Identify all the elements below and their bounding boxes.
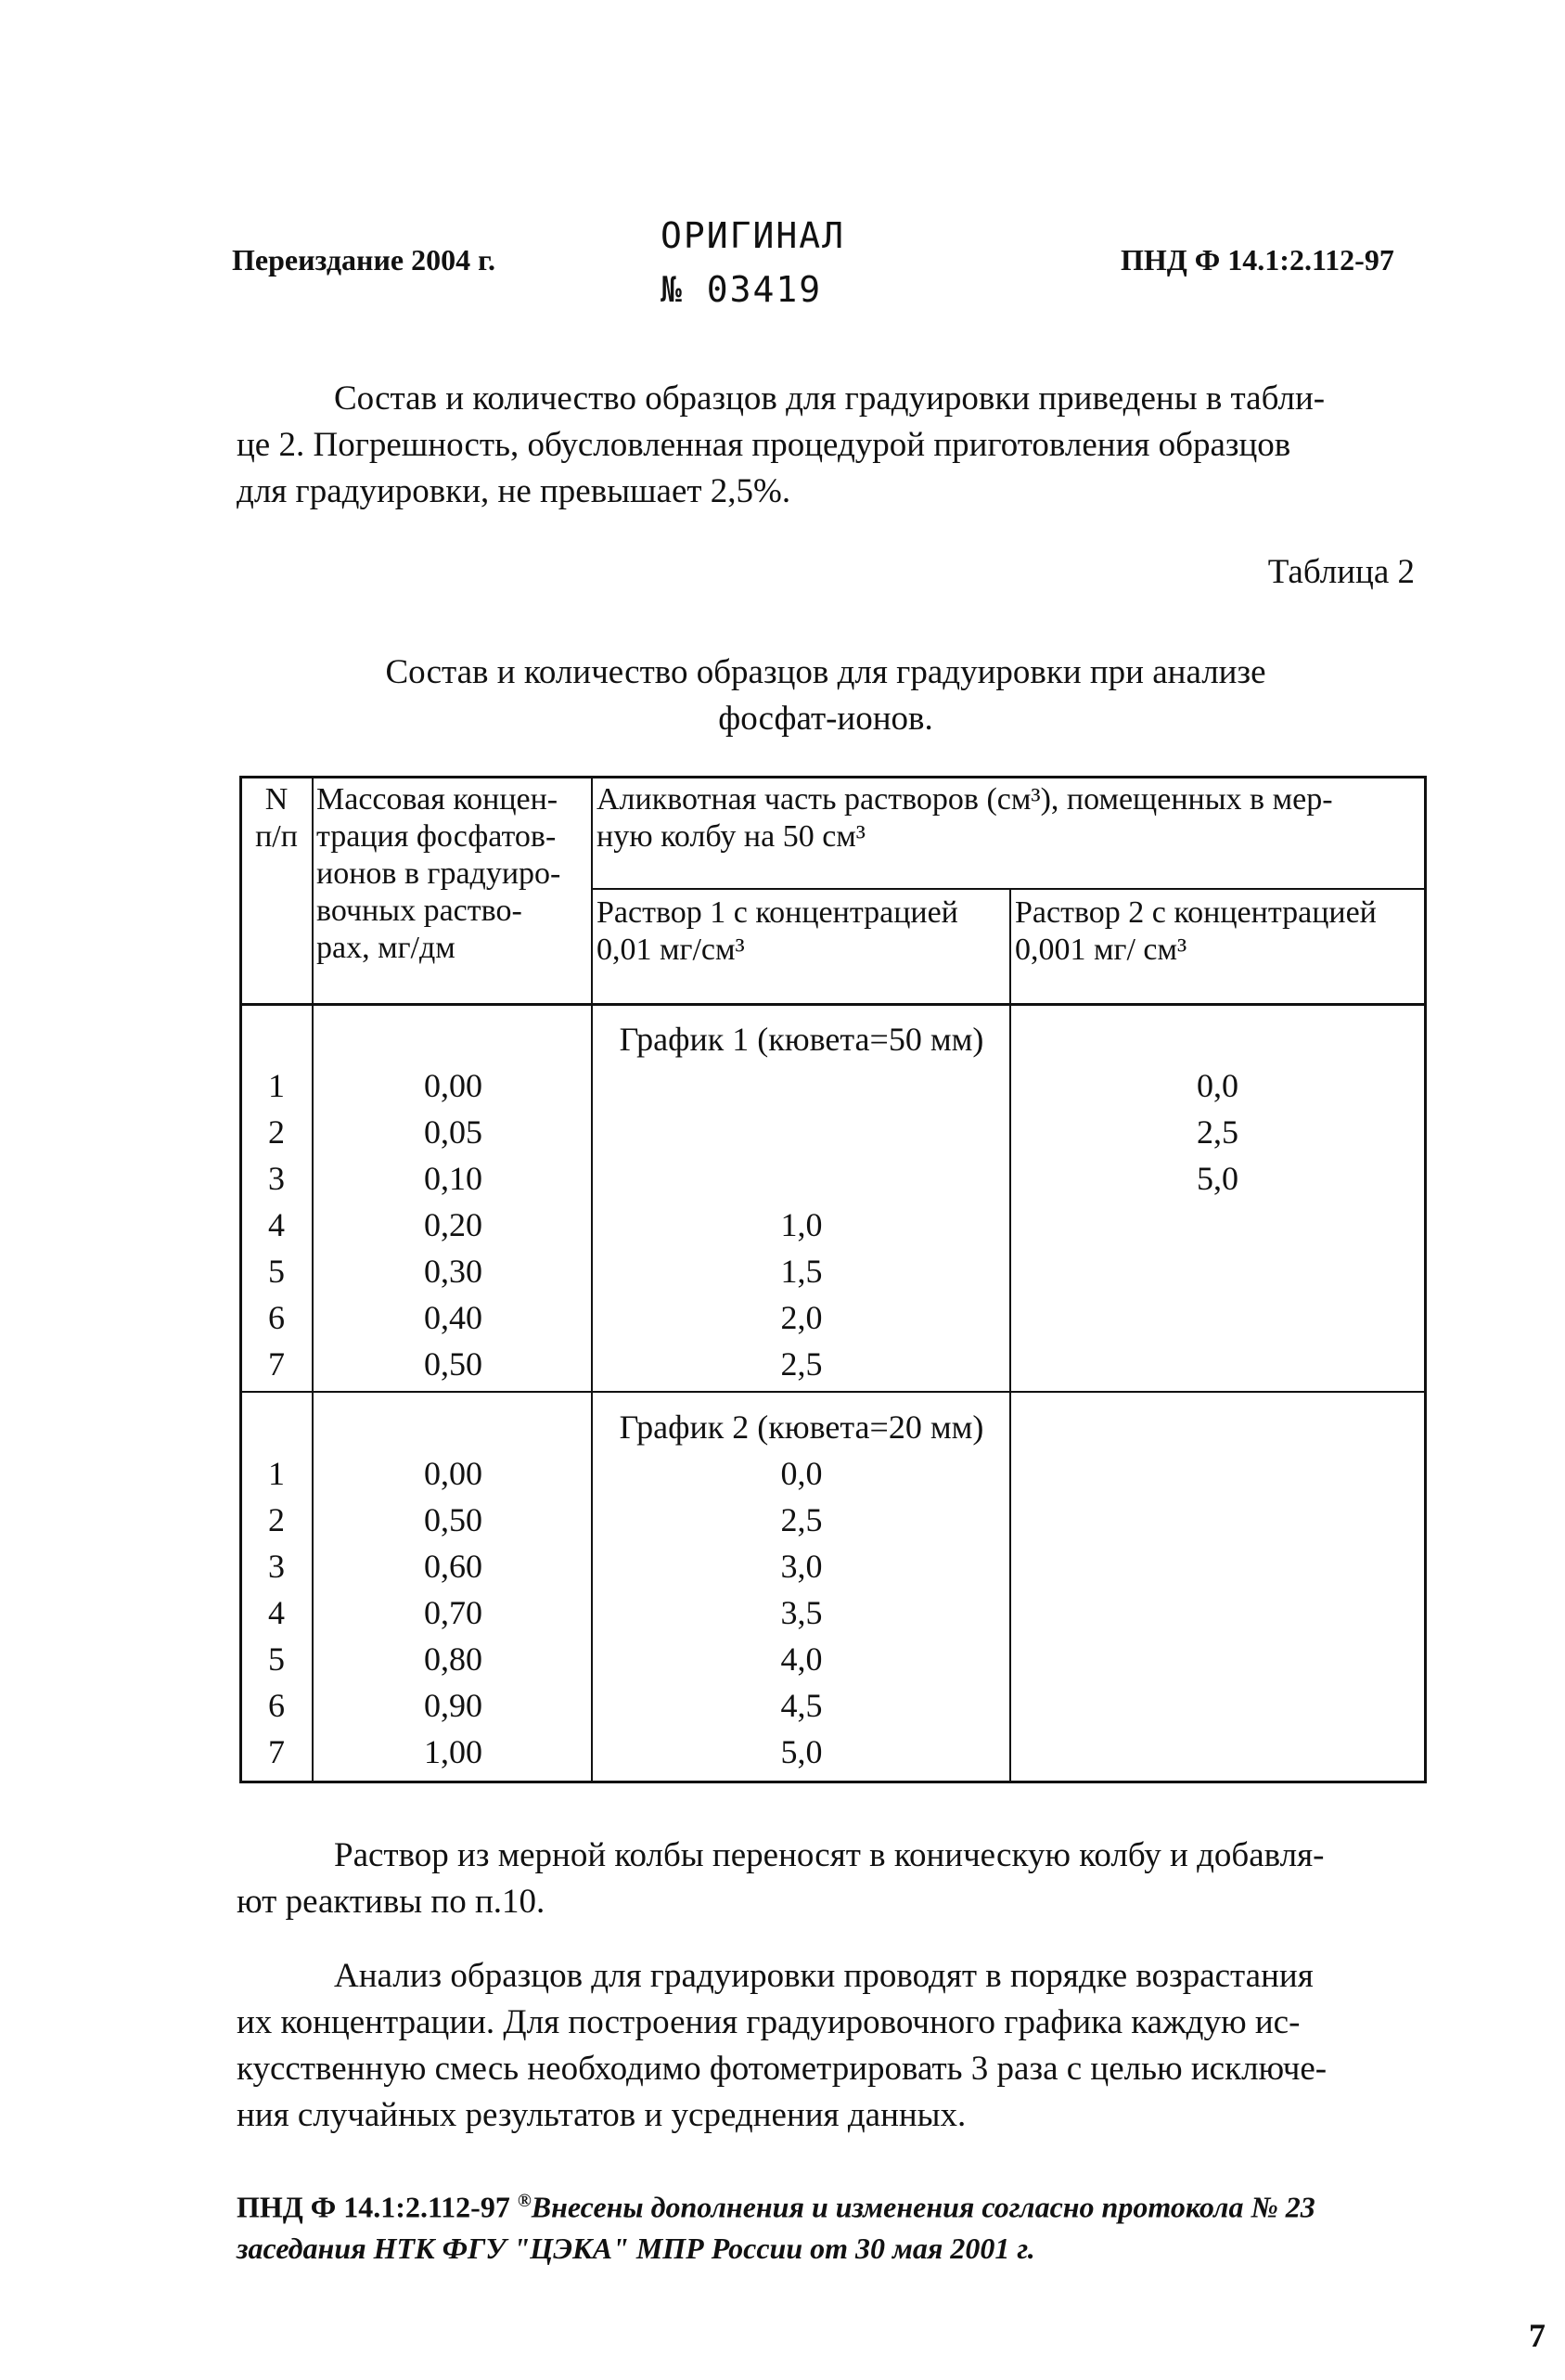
row-number: 2: [268, 1501, 285, 1538]
row-concentration: 0,40: [424, 1299, 482, 1336]
row-concentration: 0,50: [424, 1345, 482, 1383]
paragraph-analysis: [237, 1953, 1415, 2139]
head-sol2-line-2: 0,001 мг/ см³: [1015, 933, 1187, 967]
document-code-header: ПНД Ф 14.1:2.112-97: [1121, 243, 1394, 277]
row-solution-1: 4,5: [780, 1687, 823, 1724]
head-conc-line-2: трация фосфатов-: [316, 819, 557, 854]
table-title-line-1: Состав и количество образцов для градуировки при анализе: [385, 653, 1266, 691]
head-subdivider: [591, 888, 1426, 890]
row-concentration: 0,30: [424, 1253, 482, 1290]
table-caption: Таблица 2: [1267, 553, 1415, 591]
para3-line-2: их концентрации. Для построения градуировочного графика каждую ис-: [237, 2003, 1301, 2041]
row-solution-1: 3,5: [780, 1594, 823, 1631]
row-number: 6: [268, 1299, 285, 1336]
row-number: 1: [268, 1067, 285, 1104]
group-1-title: График 1 (кювета=50 мм): [619, 1021, 984, 1058]
group-2-title: График 2 (кювета=20 мм): [619, 1409, 984, 1446]
head-n-line-2: п/п: [255, 819, 298, 854]
row-concentration: 0,90: [424, 1687, 482, 1724]
table-bottom-border: [239, 1781, 1427, 1783]
row-solution-2: 2,5: [1197, 1113, 1238, 1151]
row-solution-1: 1,5: [780, 1253, 823, 1290]
row-concentration: 0,70: [424, 1594, 482, 1631]
row-solution-1: 5,0: [780, 1733, 823, 1770]
head-conc-line-4: вочных раство-: [316, 894, 522, 928]
para3-line-4: ния случайных результатов и усреднения данных.: [237, 2096, 967, 2134]
head-sol1-line-2: 0,01 мг/см³: [596, 933, 745, 967]
head-concentration: [316, 781, 591, 967]
row-concentration: 0,60: [424, 1548, 482, 1585]
original-stamp-title: ОРИГИНАЛ: [661, 215, 846, 256]
table-left-border: [239, 776, 242, 1783]
row-solution-1: 3,0: [780, 1548, 823, 1585]
col-divider-3: [1009, 888, 1011, 1783]
row-number: 2: [268, 1113, 285, 1151]
row-concentration: 0,80: [424, 1640, 482, 1678]
row-solution-1: 2,0: [780, 1299, 823, 1336]
row-solution-1: 4,0: [780, 1640, 823, 1678]
para3-line-1: Анализ образцов для градуировки проводят в порядке возрастания: [334, 1957, 1314, 1995]
head-solution-1: [596, 894, 1008, 969]
row-solution-2: 0,0: [1197, 1067, 1238, 1104]
group-divider: [239, 1391, 1427, 1393]
para2-line-1: Раствор из мерной колбы переносят в коническую колбу и добавля-: [334, 1836, 1325, 1874]
intro-line-3: для градуировки, не превышает 2,5%.: [237, 472, 791, 510]
head-n: [243, 781, 310, 856]
row-concentration: 0,50: [424, 1501, 482, 1538]
row-number: 7: [268, 1733, 285, 1770]
row-solution-1: 0,0: [780, 1455, 823, 1492]
col-divider-2: [591, 776, 593, 1783]
head-conc-line-5: рах, мг/дм: [316, 931, 455, 965]
head-conc-line-1: Массовая концен-: [316, 782, 558, 817]
head-sol2-line-1: Раствор 2 с концентрацией: [1015, 895, 1377, 930]
footer-note: [237, 2181, 1443, 2269]
table-right-border: [1424, 776, 1427, 1783]
intro-line-2: це 2. Погрешность, обусловленная процедурой приготовления образцов: [237, 426, 1291, 464]
col-divider-1: [312, 776, 314, 1783]
row-number: 5: [268, 1253, 285, 1290]
row-concentration: 1,00: [424, 1733, 482, 1770]
row-number: 3: [268, 1160, 285, 1197]
head-conc-line-3: ионов в градуиро-: [316, 856, 561, 891]
original-stamp-number: № 03419: [661, 269, 823, 310]
head-aliquot-line-1: Аликвотная часть растворов (см³), помещенных в мер-: [596, 782, 1333, 817]
row-solution-1: 1,0: [780, 1206, 823, 1243]
row-number: 5: [268, 1640, 285, 1678]
row-number: 1: [268, 1455, 285, 1492]
para3-line-3: кусственную смесь необходимо фотометрировать 3 раза с целью исключе-: [237, 2050, 1328, 2088]
footer-note-line-2: заседания НТК ФГУ "ЦЭКА" МПР России от 30 мая 2001 г.: [237, 2231, 1035, 2265]
head-aliquot: [596, 781, 1422, 856]
row-number: 7: [268, 1345, 285, 1383]
row-number: 4: [268, 1206, 285, 1243]
head-bottom-border: [239, 1003, 1427, 1006]
table-top-border: [239, 776, 1427, 778]
row-concentration: 0,05: [424, 1113, 482, 1151]
head-sol1-line-1: Раствор 1 с концентрацией: [596, 895, 958, 930]
footer-doc-code: ПНД Ф 14.1:2.112-97: [237, 2190, 510, 2224]
footer-mark: ®: [517, 2191, 532, 2211]
row-solution-2: 5,0: [1197, 1160, 1238, 1197]
row-solution-1: 2,5: [780, 1501, 823, 1538]
intro-line-1: Состав и количество образцов для градуировки приведены в табли-: [334, 380, 1326, 418]
reissue-note: Переиздание 2004 г.: [232, 243, 495, 277]
row-concentration: 0,10: [424, 1160, 482, 1197]
head-n-line-1: N: [264, 782, 289, 817]
row-solution-1: 2,5: [780, 1345, 823, 1383]
row-concentration: 0,20: [424, 1206, 482, 1243]
row-concentration: 0,00: [424, 1455, 482, 1492]
head-solution-2: [1015, 894, 1423, 969]
row-number: 3: [268, 1548, 285, 1585]
footer-note-line-1: Внесены дополнения и изменения согласно протокола № 23: [531, 2190, 1315, 2224]
row-concentration: 0,00: [424, 1067, 482, 1104]
para2-line-2: ют реактивы по п.10.: [237, 1883, 545, 1921]
row-number: 4: [268, 1594, 285, 1631]
table-title-line-2: фосфат-ионов.: [718, 700, 933, 738]
paragraph-transfer: [237, 1833, 1415, 1925]
page-number: 7: [1529, 2317, 1546, 2354]
row-number: 6: [268, 1687, 285, 1724]
head-aliquot-line-2: ную колбу на 50 см³: [596, 819, 866, 854]
